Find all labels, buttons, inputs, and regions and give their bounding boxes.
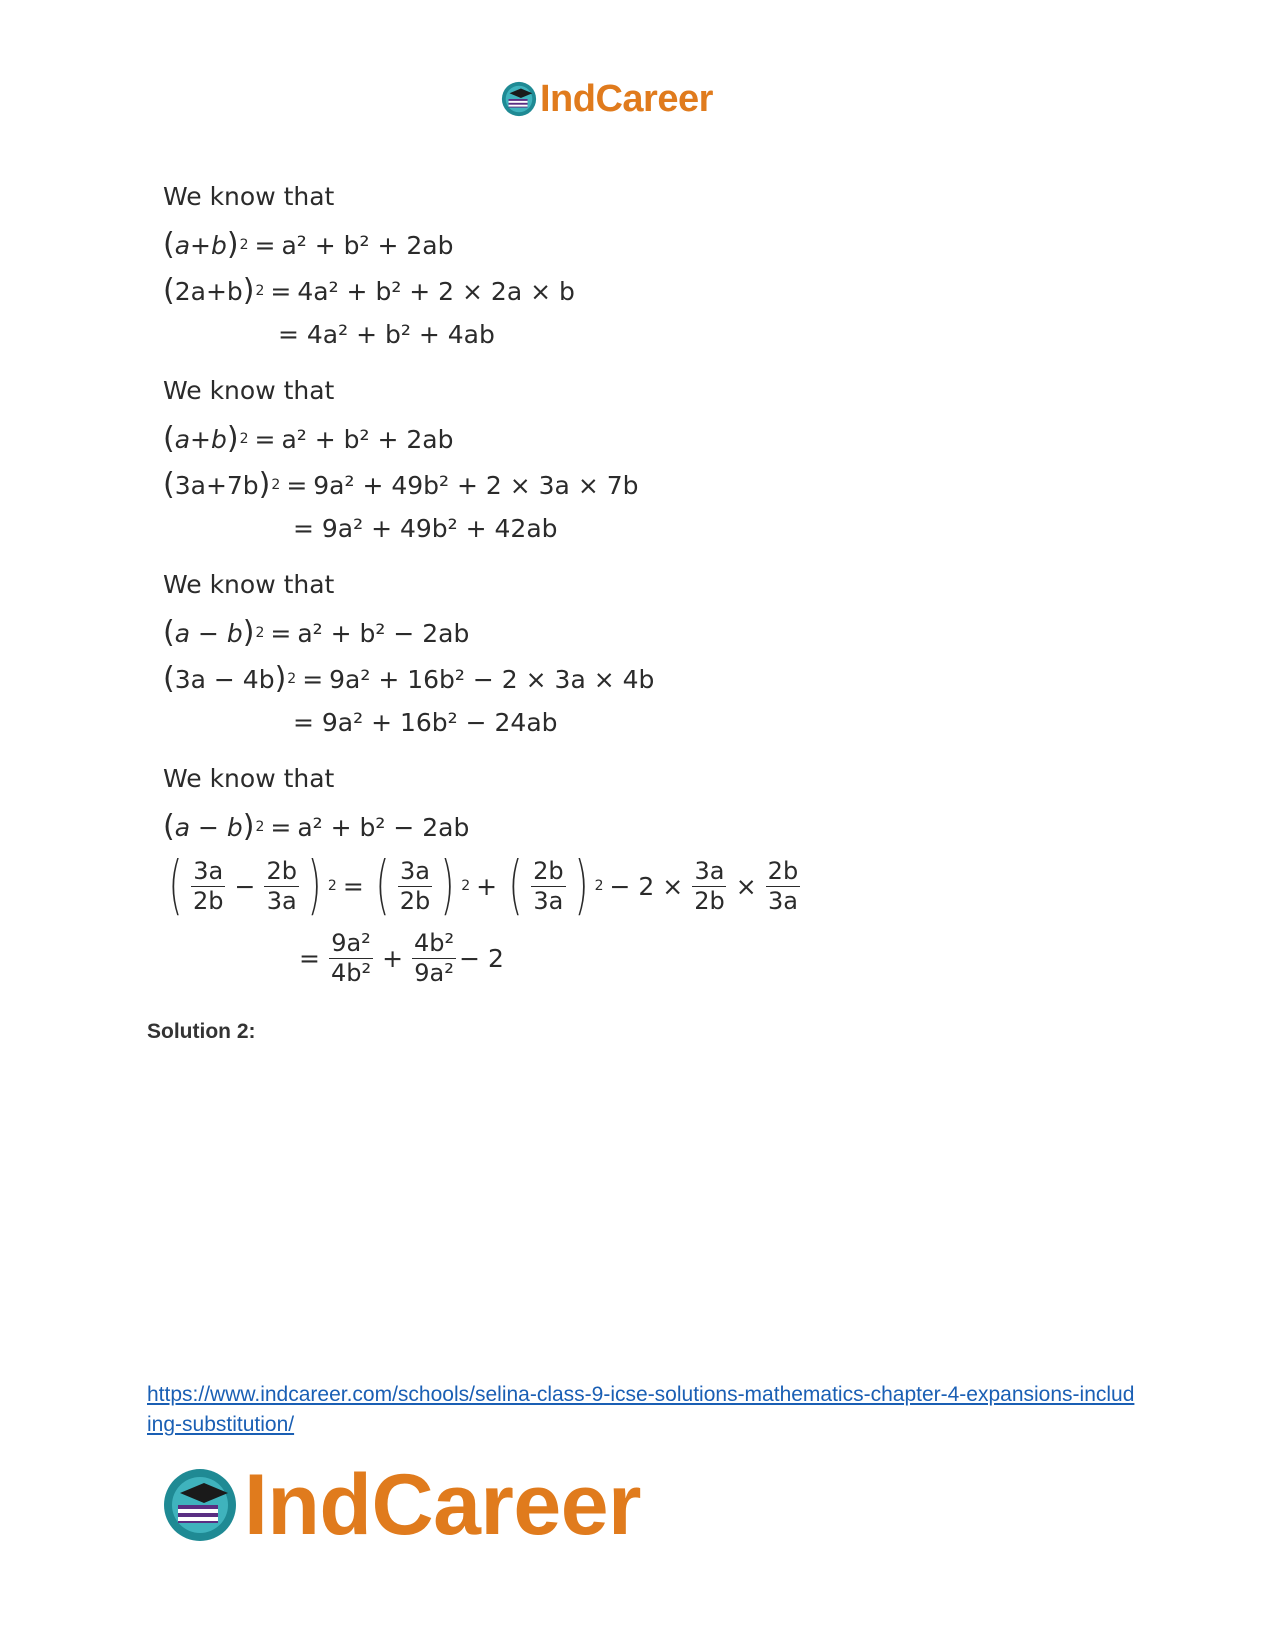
solution-block-4 (163, 764, 803, 994)
identity-line: ( a − b ) 2 = a² + b² − 2ab (163, 615, 470, 650)
intro-text: We know that (163, 570, 335, 599)
identity-line: ( a+b ) 2 = a² + b² + 2ab (163, 421, 454, 456)
intro-text: We know that (163, 764, 335, 793)
footer-logo (160, 1457, 641, 1553)
source-link[interactable]: https://www.indcareer.com/schools/selina-class-9-icse-solutions-mathematics-chapter-4-expansions-including-substitution/ (147, 1383, 1135, 1436)
solution-block-1 (163, 182, 803, 354)
apply-line: ( 3a+7b ) 2 = 9a² + 49b² + 2 × 3a × 7b (163, 467, 639, 502)
solution-block-3 (163, 570, 803, 742)
fraction-expansion-line: ( $\frac{3a}{2b}$ − $\frac{2b}{3a}$ ) 2 = ( $\frac{3a}{2b}$ ) 2 + ( $\frac{2b}{3a}$ ) 2 − 2 × $\frac{3a}{2b}$ × $\frac{2b}{3a}$ (168, 849, 799, 923)
intro-text: We know that (163, 182, 335, 211)
graduation-book-icon (500, 80, 538, 118)
apply-line: ( 3a − 4b ) 2 = 9a² + 16b² − 2 × 3a × 4b (163, 661, 655, 696)
fraction-result-line: = $\frac{\text{9a²}}{\text{4b²}}$ + $\frac{\text{4b²}}{\text{9a²}}$ − 2 (299, 929, 504, 987)
identity-line: ( a+b ) 2 = a² + b² + 2ab (163, 227, 454, 262)
result-line: = 9a² + 16b² − 24ab (293, 707, 558, 737)
identity-line: ( a − b ) 2 = a² + b² − 2ab (163, 809, 470, 844)
solution-heading: Solution 2: (147, 1020, 256, 1043)
intro-text: We know that (163, 376, 335, 405)
logo-wordmark: IndCareer (540, 78, 713, 120)
solution-block-2 (163, 376, 803, 548)
result-line: = 9a² + 49b² + 42ab (293, 513, 558, 543)
result-line: = 4a² + b² + 4ab (278, 319, 495, 349)
header-logo (500, 80, 713, 118)
math-content (163, 182, 803, 1016)
logo-wordmark: IndCareer (244, 1457, 641, 1553)
apply-line: ( 2a+b ) 2 = 4a² + b² + 2 × 2a × b (163, 273, 575, 308)
graduation-book-icon (160, 1465, 240, 1545)
